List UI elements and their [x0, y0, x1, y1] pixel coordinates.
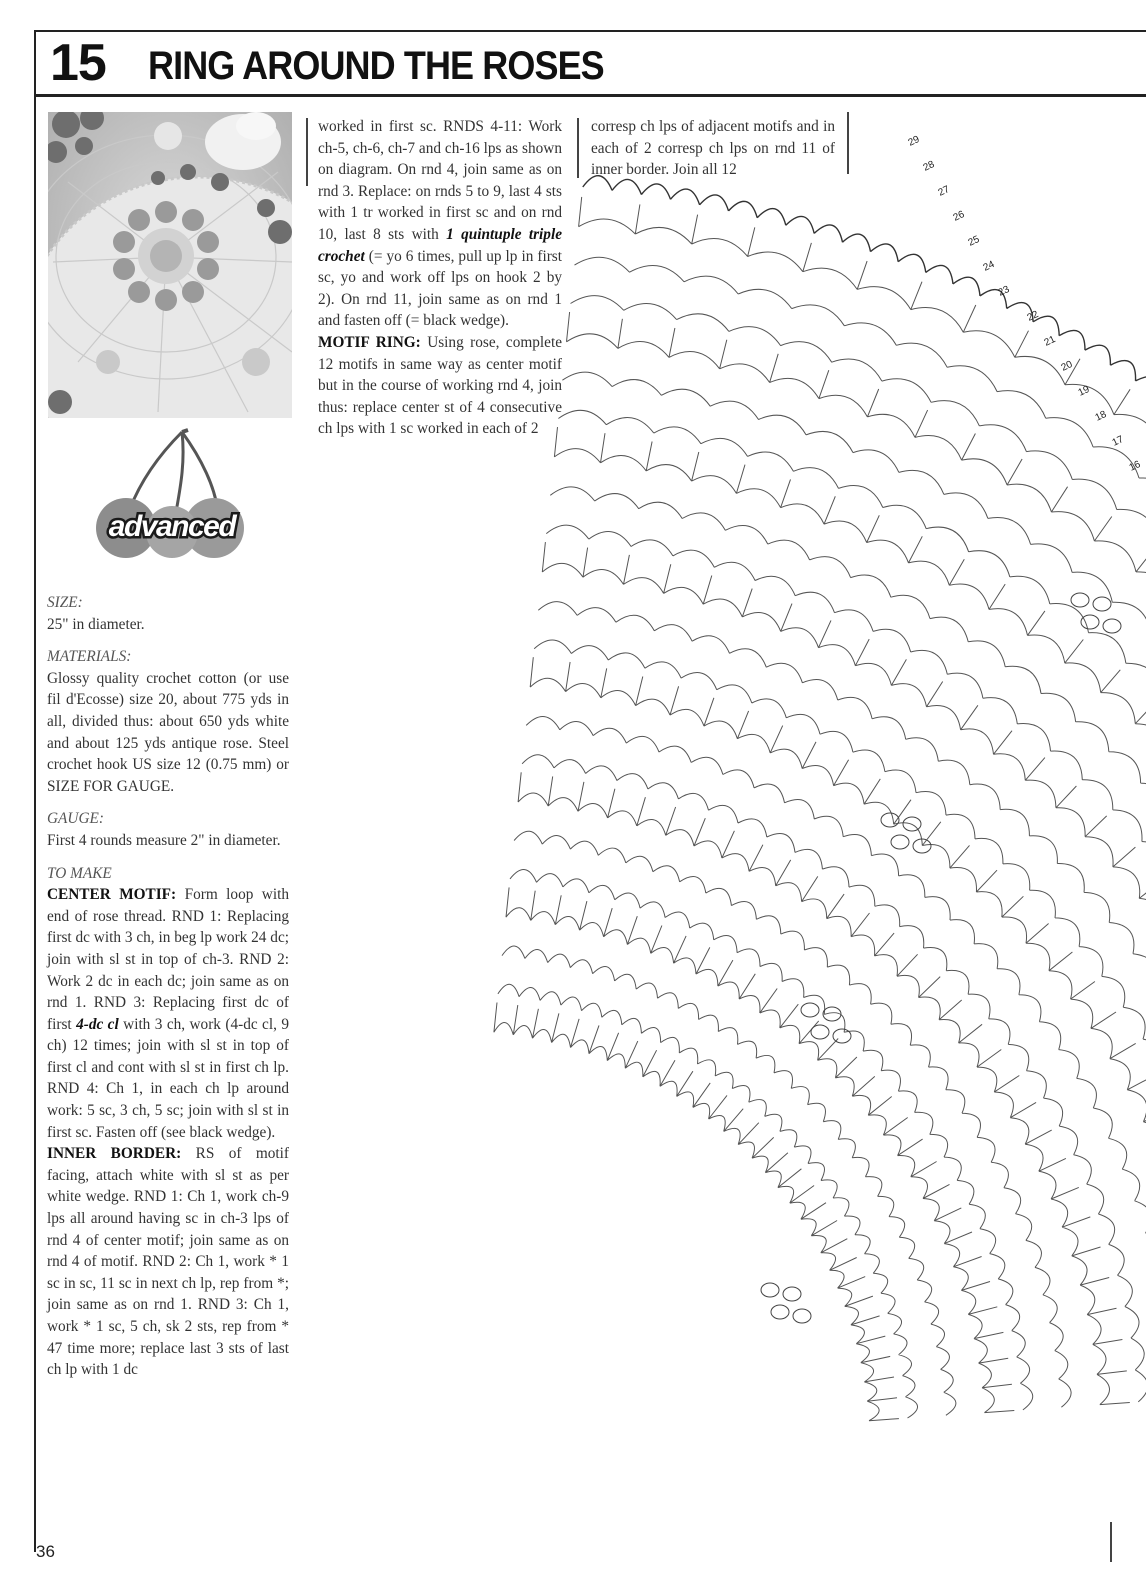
round-number-label: 21 — [1042, 334, 1058, 349]
to-make-heading: TO MAKE — [47, 864, 112, 882]
column-3-text: corresp ch lps of adjacent motifs and in each of 2 corresp ch lps on rnd 11 of inner border. Join all 12 — [591, 118, 835, 179]
title-bar — [36, 32, 1146, 94]
diagram-cluster — [891, 835, 909, 849]
rounds-emphasis: 1 quintuple triple crochet — [318, 225, 562, 265]
diagram-cluster-group — [761, 1283, 811, 1323]
center-motif-label: CENTER MOTIF: — [47, 886, 177, 904]
diagram-cluster — [771, 1305, 789, 1319]
crochet-diagram-chart — [300, 120, 1146, 1540]
diagram-cluster-group — [881, 813, 931, 853]
diagram-cluster-group — [801, 1003, 851, 1043]
round-number-label: 29 — [906, 134, 922, 149]
center-motif-paragraph — [47, 884, 289, 1143]
inner-border-label: INNER BORDER: — [47, 1145, 182, 1163]
doily-photo — [48, 112, 292, 418]
round-number-label: 18 — [1093, 409, 1109, 424]
diagram-cluster — [793, 1309, 811, 1323]
motif-ring-label: MOTIF RING: — [318, 333, 421, 351]
size-heading: SIZE: — [47, 594, 83, 611]
diagram-cluster — [833, 1029, 851, 1043]
gauge-heading: GAUGE: — [47, 810, 104, 828]
inner-border-paragraph — [47, 1143, 289, 1381]
diagram-cluster — [801, 1003, 819, 1017]
gauge-text: First 4 rounds measure 2" in diameter. — [47, 831, 281, 849]
diagram-cluster — [1081, 615, 1099, 629]
difficulty-badge — [86, 428, 258, 558]
crochet-diagram — [300, 120, 1146, 1540]
page-number: 36 — [36, 1542, 55, 1561]
page-title: RING AROUND THE ROSES — [148, 44, 604, 88]
cherry-icon — [86, 428, 258, 558]
round-number-label: 16 — [1127, 459, 1143, 474]
round-number-label: 26 — [951, 209, 967, 224]
round-number-label: 24 — [981, 259, 997, 274]
round-number-label: 17 — [1110, 434, 1126, 449]
diagram-cluster — [811, 1025, 829, 1039]
round-number-label: 25 — [966, 234, 982, 249]
round-number-label: 19 — [1076, 384, 1092, 399]
center-motif-text-2: with 3 ch, work (4-dc cl, 9 ch) 12 times; join with sl st in top of first cl and cont with sl st in first ch lp. RND 4: Ch 1, in each ch lp around work: 5 sc, 3 ch, 5 sc; join with sl st in first sc. Fasten off (see black wedge). — [47, 1015, 289, 1141]
round-number-label: 28 — [921, 159, 937, 174]
doily-photo-image — [48, 112, 292, 418]
diagram-mesh — [494, 197, 1146, 1421]
pattern-number: 15 — [50, 34, 106, 92]
rounds-text-2: (= yo 6 times, pull up lp in first sc, yo and work off lps on hook 2 by 2). On rnd 11, join same as on rnd 1 and fasten off (= black wedge). — [318, 247, 562, 330]
diagram-scalloped-edge — [583, 176, 1146, 1362]
diagram-cluster — [1071, 593, 1089, 607]
diagram-cluster — [1103, 619, 1121, 633]
size-text: 25" in diameter. — [47, 615, 145, 633]
center-motif-text-1: Form loop with end of rose thread. RND 1: Replacing first dc with 3 ch, in beg lp work 24 dc; join with sl st in top of ch-3. RND 2: Work 2 dc in each dc; join same as on rnd 1. RND 3: Replacing first dc of first — [47, 886, 289, 1033]
diagram-cluster — [783, 1287, 801, 1301]
center-motif-emphasis: 4-dc cl — [76, 1015, 119, 1033]
round-number-label: 22 — [1025, 309, 1041, 324]
title-rule — [34, 94, 1146, 97]
column-1 — [47, 592, 289, 1381]
round-number-label: 27 — [936, 184, 952, 199]
badge-label: advanced — [108, 510, 236, 543]
rounds-text-1: worked in first sc. RNDS 4-11: Work ch-5, ch-6, ch-7 and ch-16 lps as shown on diagram. On rnd 4, join same as on rnd 3. Replace: on rnds 5 to 9, last 4 sts with 1 tr worked in first sc and on rnd 10, last 8 sts with — [318, 118, 562, 243]
materials-heading: MATERIALS: — [47, 648, 132, 666]
inner-border-text: RS of motif facing, attach white with sl st as per white wedge. RND 1: Ch 1, work ch-9 lps all around having sc in ch-3 lps of rnd 4 of center motif; join same as on rnd 4 of motif. RND 2: Ch 1, work * 1 sc in sc, 11 sc in next ch lp, rep from *; join same as on rnd 1. RND 3: Ch 1, work * 1 sc, 5 ch, sk 2 sts, rep from * 47 time more; replace last 3 sts of last ch lp with 1 dc — [47, 1145, 289, 1379]
diagram-cluster-group — [1071, 593, 1121, 633]
round-number-label: 20 — [1059, 359, 1075, 374]
diagram-cluster — [1093, 597, 1111, 611]
diagram-cluster — [761, 1283, 779, 1297]
materials-text: Glossy quality crochet cotton (or use fil d'Ecosse) size 20, about 775 yds in all, divided thus: about 650 yds white and about 125 yds antique rose. Steel crochet hook US size 12 (0.75 mm) or SIZE FOR GAUGE. — [47, 669, 289, 795]
round-number-label: 23 — [996, 284, 1012, 299]
motif-ring-text: Using rose, complete 12 motifs in same way as center motif but in the course of working rnd 4, join thus: replace center st of 4 consecutive ch lps with 1 sc worked in each of 2 — [318, 333, 562, 438]
